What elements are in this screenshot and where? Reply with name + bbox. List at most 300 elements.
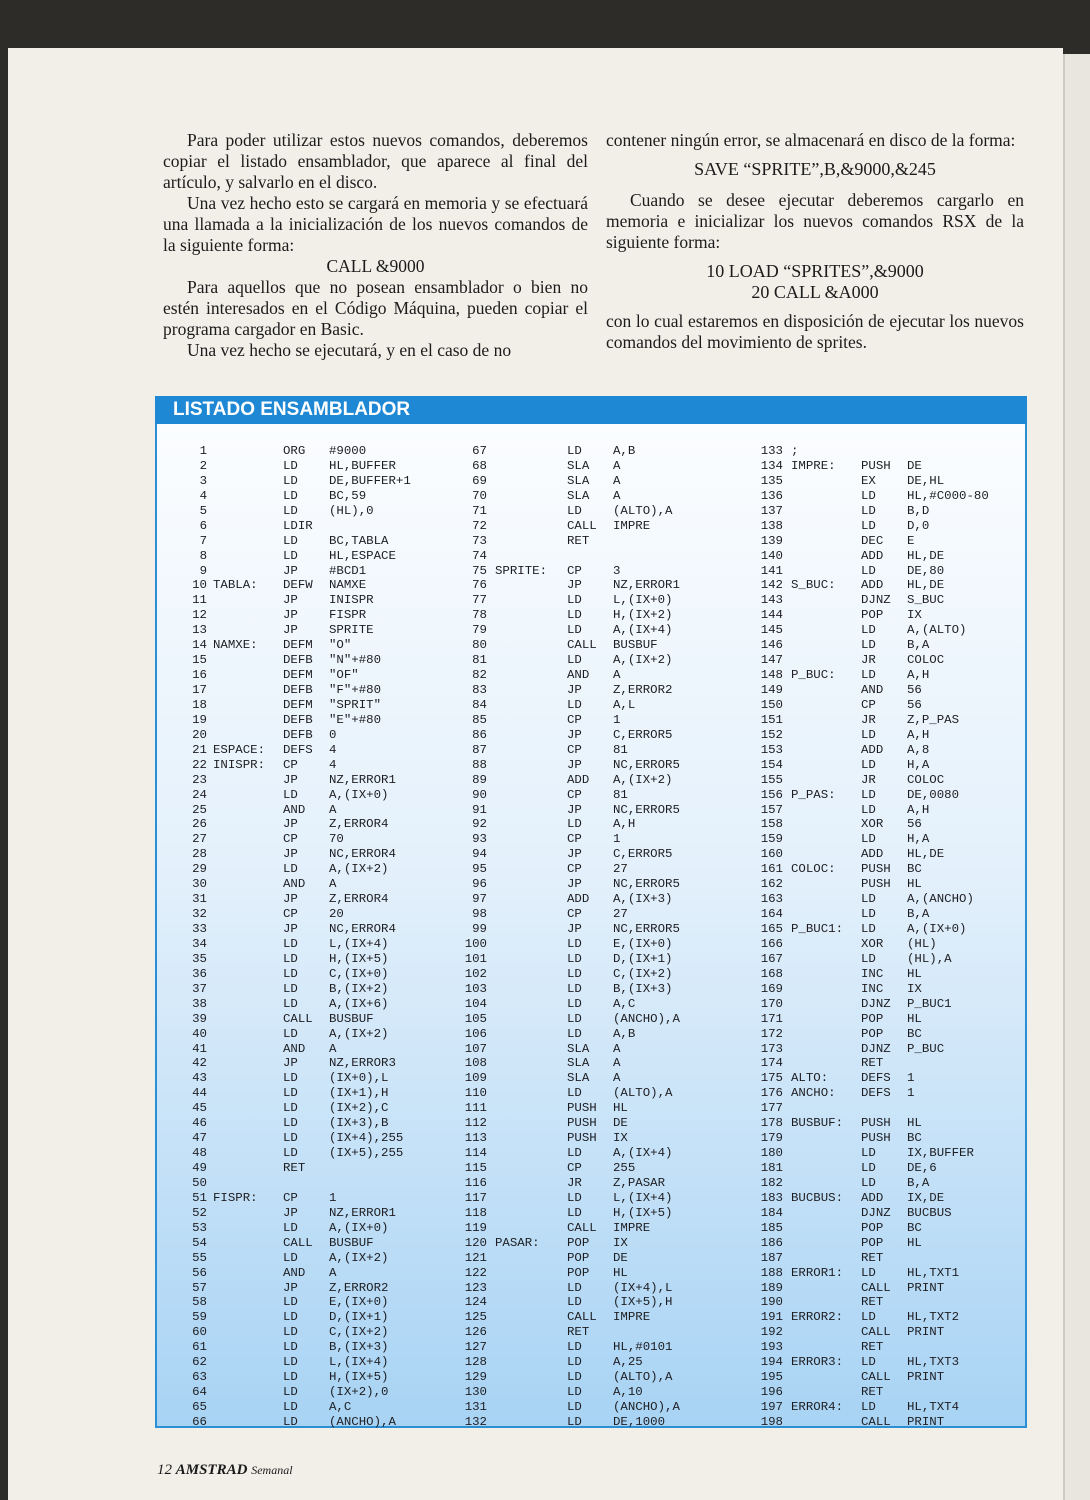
line-number: 31 [192, 892, 207, 907]
line-opcode: LD [283, 1086, 298, 1101]
line-opcode: JP [567, 683, 582, 697]
line-operand: B,A [907, 907, 930, 922]
line-operand: A,(IX+2) [613, 772, 673, 787]
line-number: 181 [760, 1161, 783, 1175]
line-opcode: CALL [861, 1370, 891, 1385]
line-number: 111 [464, 1101, 487, 1116]
line-number: 161 [760, 862, 783, 877]
line-operand: Z,ERROR4 [329, 817, 389, 832]
line-operand: A,(IX+4) [613, 1146, 673, 1161]
line-operand: 56 [907, 817, 922, 832]
line-number: 55 [192, 1250, 207, 1265]
line-number: 14 [192, 638, 207, 653]
line-opcode: PUSH [861, 1116, 891, 1131]
line-operand: (IX+5),255 [329, 1146, 404, 1161]
line-opcode: LD [283, 1116, 298, 1131]
line-number: 153 [760, 742, 783, 757]
line-operand: E,(IX+0) [329, 1295, 389, 1310]
line-operand: H,(IX+5) [329, 951, 389, 966]
line-operand: "N"+#80 [329, 653, 382, 668]
line-opcode: AND [567, 668, 590, 683]
line-operand: A,B [613, 1026, 636, 1041]
line-label: ; [791, 444, 799, 458]
line-operand: 1 [329, 1190, 337, 1205]
line-opcode: LD [861, 488, 876, 503]
line-operand: IMPRE [613, 1310, 651, 1325]
line-opcode: LD [567, 1280, 582, 1295]
line-opcode: AND [283, 877, 306, 892]
line-operand: Z,ERROR4 [329, 892, 389, 907]
line-label: ERROR3: [791, 1355, 844, 1370]
line-number: 192 [760, 1325, 783, 1340]
line-operand: HL,ESPACE [329, 548, 396, 563]
line-opcode: DEFM [283, 638, 313, 653]
page-number: 12 [157, 1462, 172, 1478]
line-operand: A,25 [613, 1355, 643, 1370]
magazine-section: Semanal [251, 1463, 293, 1477]
line-number: 29 [192, 862, 207, 877]
line-opcode: LD [283, 458, 298, 473]
line-opcode: LD [567, 608, 582, 623]
line-operand: HL [907, 1235, 922, 1250]
intro-paragraph: Para poder utilizar estos nuevos comandos, deberemos copiar el listado ensamblador, que aparece al final del artículo, y salvarlo en el disco. [163, 130, 588, 192]
line-number: 155 [760, 772, 783, 787]
line-operand: DE,0080 [907, 787, 960, 802]
line-number: 110 [464, 1086, 487, 1101]
line-number: 69 [472, 473, 487, 488]
line-number: 188 [760, 1265, 783, 1280]
line-opcode: JP [283, 817, 298, 832]
line-opcode: LD [567, 444, 582, 458]
line-number: 170 [760, 996, 783, 1011]
line-opcode: LD [283, 936, 298, 951]
line-opcode: LD [283, 951, 298, 966]
line-operand: A,8 [907, 742, 930, 757]
listing-title: LISTADO ENSAMBLADOR [155, 396, 1027, 424]
line-operand: #9000 [329, 444, 367, 458]
line-number: 190 [760, 1295, 783, 1310]
line-opcode: XOR [861, 817, 884, 832]
line-operand: D,0 [907, 518, 930, 533]
line-opcode: CP [567, 862, 582, 877]
line-number: 96 [472, 877, 487, 892]
line-opcode: LD [861, 668, 876, 683]
line-opcode: DJNZ [861, 996, 891, 1011]
line-opcode: CP [283, 907, 298, 922]
line-number: 168 [760, 966, 783, 981]
line-number: 93 [472, 832, 487, 847]
line-opcode: LD [283, 1340, 298, 1355]
line-opcode: AND [283, 1041, 306, 1056]
line-opcode: CP [283, 1190, 298, 1205]
line-number: 51 [192, 1190, 207, 1205]
line-number: 45 [192, 1101, 207, 1116]
line-operand: A,C [329, 1400, 352, 1414]
line-number: 18 [192, 697, 207, 712]
line-number: 166 [760, 936, 783, 951]
line-operand: A,H [613, 817, 636, 832]
line-opcode: JP [567, 847, 582, 862]
line-number: 154 [760, 757, 783, 772]
line-operand: BC [907, 862, 922, 877]
line-number: 32 [192, 907, 207, 922]
line-operand: A,(IX+0) [907, 922, 967, 936]
line-opcode: CALL [283, 1011, 313, 1026]
line-operand: "SPRIT" [329, 697, 382, 712]
line-opcode: LD [861, 727, 876, 742]
line-opcode: CALL [567, 1310, 597, 1325]
line-number: 80 [472, 638, 487, 653]
line-opcode: LD [861, 802, 876, 817]
line-operand: A,H [907, 727, 930, 742]
line-opcode: JP [283, 1205, 298, 1220]
line-operand: NZ,ERROR1 [613, 578, 680, 593]
line-number: 167 [760, 951, 783, 966]
line-operand: H,(IX+5) [613, 1205, 673, 1220]
line-number: 62 [192, 1355, 207, 1370]
line-opcode: LD [283, 1325, 298, 1340]
line-operand: HL,BUFFER [329, 458, 396, 473]
line-number: 24 [192, 787, 207, 802]
line-number: 118 [464, 1205, 487, 1220]
line-opcode: LD [567, 981, 582, 996]
line-label: TABLA: [213, 578, 258, 593]
line-opcode: LD [861, 503, 876, 518]
line-number: 65 [192, 1400, 207, 1414]
line-opcode: LD [567, 1400, 582, 1414]
line-label: BUSBUF: [791, 1116, 844, 1131]
line-opcode: LD [861, 1146, 876, 1161]
line-opcode: LD [283, 1026, 298, 1041]
line-operand: 4 [329, 757, 337, 772]
line-number: 50 [192, 1175, 207, 1190]
line-number: 53 [192, 1220, 207, 1235]
line-operand: IX [907, 608, 922, 623]
line-operand: A,(ANCHO) [907, 892, 974, 907]
line-number: 46 [192, 1116, 207, 1131]
line-opcode: POP [567, 1250, 590, 1265]
line-opcode: DEFB [283, 712, 313, 727]
line-operand: NZ,ERROR1 [329, 1205, 396, 1220]
line-number: 103 [464, 981, 487, 996]
line-number: 149 [760, 683, 783, 697]
line-number: 180 [760, 1146, 783, 1161]
line-number: 125 [464, 1310, 487, 1325]
line-number: 92 [472, 817, 487, 832]
line-opcode: ORG [283, 444, 306, 458]
line-operand: B,(IX+3) [613, 981, 673, 996]
line-opcode: LD [283, 1400, 298, 1414]
line-opcode: AND [283, 1265, 306, 1280]
line-operand: NC,ERROR5 [613, 757, 680, 772]
line-opcode: LD [861, 1310, 876, 1325]
line-number: 30 [192, 877, 207, 892]
line-opcode: LD [567, 1190, 582, 1205]
line-label: P_BUC1: [791, 922, 844, 936]
line-opcode: ADD [567, 772, 590, 787]
line-operand: IX,BUFFER [907, 1146, 974, 1161]
line-opcode: LD [567, 1370, 582, 1385]
line-number: 113 [464, 1131, 487, 1146]
line-opcode: SLA [567, 473, 590, 488]
line-operand: DE [907, 458, 922, 473]
line-number: 117 [464, 1190, 487, 1205]
line-opcode: LD [567, 1205, 582, 1220]
line-number: 41 [192, 1041, 207, 1056]
line-number: 106 [464, 1026, 487, 1041]
line-opcode: SLA [567, 488, 590, 503]
line-number: 66 [192, 1414, 207, 1429]
line-opcode: LD [283, 503, 298, 518]
line-number: 160 [760, 847, 783, 862]
line-number: 144 [760, 608, 783, 623]
line-operand: A,H [907, 668, 930, 683]
line-operand: A [329, 877, 337, 892]
line-operand: HL [907, 1011, 922, 1026]
line-number: 101 [464, 951, 487, 966]
line-operand: (IX+5),H [613, 1295, 673, 1310]
line-opcode: JR [861, 712, 876, 727]
line-number: 70 [472, 488, 487, 503]
line-opcode: POP [567, 1265, 590, 1280]
line-operand: #BCD1 [329, 563, 367, 578]
line-opcode: ADD [861, 1190, 884, 1205]
line-operand: HL,TXT2 [907, 1310, 960, 1325]
line-number: 64 [192, 1385, 207, 1400]
page-footer [157, 1462, 293, 1479]
line-opcode: LD [283, 488, 298, 503]
line-operand: BC,59 [329, 488, 367, 503]
line-number: 138 [760, 518, 783, 533]
line-opcode: PUSH [861, 458, 891, 473]
line-opcode: SLA [567, 1056, 590, 1071]
line-number: 4 [199, 488, 207, 503]
line-number: 95 [472, 862, 487, 877]
line-operand: HL [907, 966, 922, 981]
line-operand: IX [613, 1131, 628, 1146]
line-number: 121 [464, 1250, 487, 1265]
line-number: 60 [192, 1325, 207, 1340]
line-opcode: PUSH [567, 1101, 597, 1116]
intro-left-column [163, 130, 588, 361]
line-opcode: CALL [861, 1280, 891, 1295]
line-number: 57 [192, 1280, 207, 1295]
line-opcode: LD [283, 1370, 298, 1385]
line-number: 43 [192, 1071, 207, 1086]
line-opcode: PUSH [861, 877, 891, 892]
line-opcode: JP [567, 877, 582, 892]
line-opcode: LD [567, 503, 582, 518]
line-number: 128 [464, 1355, 487, 1370]
line-opcode: DEFS [283, 742, 313, 757]
line-opcode: JP [283, 922, 298, 936]
line-number: 33 [192, 922, 207, 936]
line-opcode: CP [567, 1161, 582, 1175]
intro-code-line: 10 LOAD “SPRITES”,&9000 [706, 261, 924, 281]
line-operand: Z,PASAR [613, 1175, 666, 1190]
line-operand: A [329, 802, 337, 817]
line-number: 72 [472, 518, 487, 533]
line-number: 89 [472, 772, 487, 787]
line-label: PASAR: [495, 1235, 540, 1250]
line-number: 9 [199, 563, 207, 578]
line-number: 135 [760, 473, 783, 488]
intro-paragraph: con lo cual estaremos en disposición de ejecutar los nuevos comandos del movimiento de sprites. [606, 311, 1024, 352]
line-number: 63 [192, 1370, 207, 1385]
line-number: 147 [760, 653, 783, 668]
line-opcode: LD [283, 787, 298, 802]
line-operand: (ALTO),A [613, 1370, 673, 1385]
line-number: 73 [472, 533, 487, 548]
line-number: 130 [464, 1385, 487, 1400]
line-opcode: JP [283, 623, 298, 638]
line-operand: E [907, 533, 915, 548]
line-number: 39 [192, 1011, 207, 1026]
line-operand: S_BUC [907, 593, 945, 608]
line-operand: A [329, 1265, 337, 1280]
line-operand: "O" [329, 638, 352, 653]
line-opcode: JR [861, 653, 876, 668]
line-operand: H,(IX+5) [329, 1370, 389, 1385]
line-operand: B,(IX+3) [329, 1340, 389, 1355]
line-operand: A [613, 1041, 621, 1056]
line-opcode: LD [283, 1355, 298, 1370]
line-number: 176 [760, 1086, 783, 1101]
line-number: 83 [472, 683, 487, 697]
line-number: 169 [760, 981, 783, 996]
line-number: 184 [760, 1205, 783, 1220]
line-number: 195 [760, 1370, 783, 1385]
line-number: 193 [760, 1340, 783, 1355]
line-operand: (IX+4),L [613, 1280, 673, 1295]
line-number: 35 [192, 951, 207, 966]
line-opcode: LD [283, 966, 298, 981]
line-opcode: SLA [567, 458, 590, 473]
line-operand: B,A [907, 1175, 930, 1190]
line-opcode: LD [861, 1355, 876, 1370]
line-operand: HL,TXT4 [907, 1400, 960, 1414]
line-operand: DE,6 [907, 1161, 937, 1175]
line-number: 141 [760, 563, 783, 578]
line-number: 196 [760, 1385, 783, 1400]
line-operand: A,L [613, 697, 636, 712]
line-number: 16 [192, 668, 207, 683]
line-operand: (ALTO),A [613, 1086, 673, 1101]
line-number: 85 [472, 712, 487, 727]
line-opcode: LD [567, 1355, 582, 1370]
line-opcode: JP [283, 847, 298, 862]
line-operand: NC,ERROR5 [613, 802, 680, 817]
line-label: ERROR4: [791, 1400, 844, 1414]
line-operand: 1 [613, 832, 621, 847]
line-operand: BUSBUF [329, 1011, 374, 1026]
line-number: 97 [472, 892, 487, 907]
line-number: 189 [760, 1280, 783, 1295]
line-number: 134 [760, 458, 783, 473]
line-operand: L,(IX+0) [613, 593, 673, 608]
line-operand: NZ,ERROR3 [329, 1056, 396, 1071]
line-number: 87 [472, 742, 487, 757]
line-operand: C,ERROR5 [613, 847, 673, 862]
line-opcode: CALL [567, 638, 597, 653]
line-number: 77 [472, 593, 487, 608]
line-opcode: LDIR [283, 518, 313, 533]
line-opcode: PUSH [861, 1131, 891, 1146]
line-operand: "F"+#80 [329, 683, 382, 697]
line-opcode: JR [567, 1175, 582, 1190]
line-operand: A [613, 458, 621, 473]
line-opcode: CP [567, 563, 582, 578]
intro-code-line: 20 CALL &A000 [751, 282, 879, 302]
line-number: 115 [464, 1161, 487, 1175]
line-opcode: CP [283, 757, 298, 772]
line-operand: A,10 [613, 1385, 643, 1400]
line-operand: IMPRE [613, 518, 651, 533]
line-opcode: DEFS [861, 1071, 891, 1086]
line-operand: B,A [907, 638, 930, 653]
line-number: 137 [760, 503, 783, 518]
line-opcode: LD [861, 951, 876, 966]
line-opcode: POP [861, 1220, 884, 1235]
line-opcode: LD [283, 981, 298, 996]
line-number: 131 [464, 1400, 487, 1414]
line-opcode: LD [283, 1131, 298, 1146]
line-number: 37 [192, 981, 207, 996]
line-number: 48 [192, 1146, 207, 1161]
line-opcode: AND [283, 802, 306, 817]
line-number: 198 [760, 1414, 783, 1429]
line-number: 22 [192, 757, 207, 772]
line-operand: BUCBUS [907, 1205, 952, 1220]
line-opcode: ADD [861, 742, 884, 757]
line-operand: BC [907, 1026, 922, 1041]
line-number: 185 [760, 1220, 783, 1235]
line-opcode: JP [283, 772, 298, 787]
line-operand: 1 [613, 712, 621, 727]
line-opcode: DEFS [861, 1086, 891, 1101]
line-opcode: LD [861, 892, 876, 907]
line-opcode: DEC [861, 533, 884, 548]
line-opcode: LD [861, 518, 876, 533]
line-number: 58 [192, 1295, 207, 1310]
line-number: 23 [192, 772, 207, 787]
line-operand: SPRITE [329, 623, 374, 638]
line-number: 139 [760, 533, 783, 548]
line-operand: H,A [907, 757, 930, 772]
line-number: 140 [760, 548, 783, 563]
line-operand: HL,#0101 [613, 1340, 673, 1355]
line-opcode: LD [861, 1161, 876, 1175]
line-number: 44 [192, 1086, 207, 1101]
line-operand: D,(IX+1) [329, 1310, 389, 1325]
line-operand: P_BUC1 [907, 996, 952, 1011]
line-opcode: LD [861, 907, 876, 922]
line-opcode: LD [567, 966, 582, 981]
line-number: 143 [760, 593, 783, 608]
line-opcode: LD [283, 862, 298, 877]
line-number: 104 [464, 996, 487, 1011]
line-operand: A,H [907, 802, 930, 817]
line-opcode: JR [861, 772, 876, 787]
line-operand: NC,ERROR4 [329, 847, 396, 862]
line-number: 178 [760, 1116, 783, 1131]
line-number: 71 [472, 503, 487, 518]
line-operand: BUSBUF [613, 638, 658, 653]
line-operand: IX [613, 1235, 628, 1250]
line-operand: 1 [907, 1086, 915, 1101]
line-opcode: POP [861, 1026, 884, 1041]
line-number: 158 [760, 817, 783, 832]
